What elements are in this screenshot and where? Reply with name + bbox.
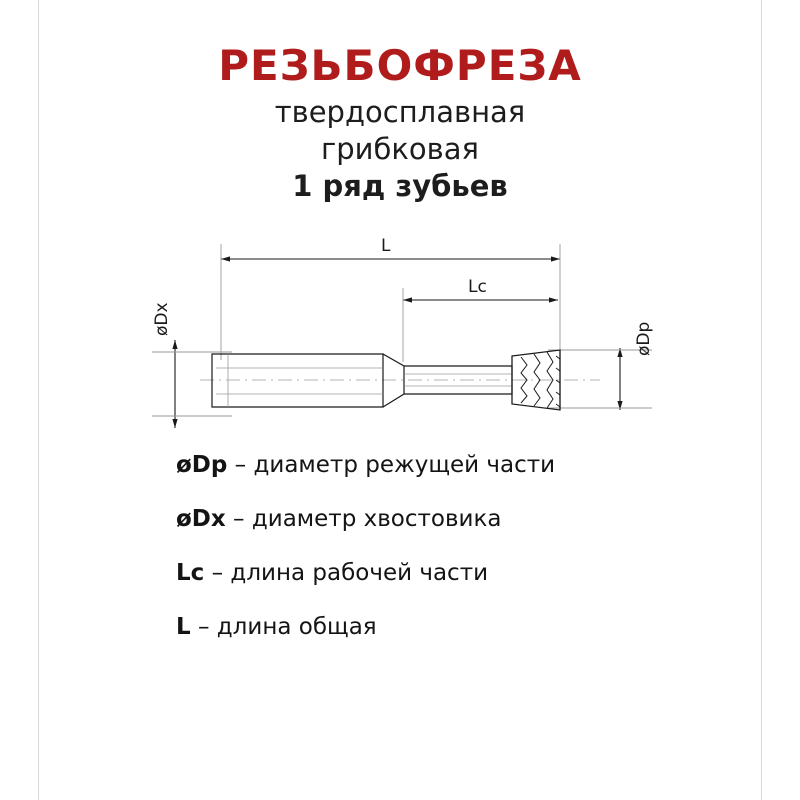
subtitle-line-2: грибковая (321, 132, 479, 167)
legend-symbol-dp: øDp (176, 452, 228, 478)
dim-label-Lc: Lc (468, 277, 487, 297)
legend-item-lc (176, 560, 736, 586)
subtitle-line-3: 1 ряд зубьев (292, 169, 508, 204)
legend-symbol-dx: øDx (176, 506, 226, 532)
legend-text-lc: – длина рабочей части (204, 560, 489, 586)
subtitle-line-1: твердосплавная (274, 95, 526, 130)
tool-neck-taper (383, 354, 404, 407)
legend-symbol-lc: Lc (176, 560, 205, 586)
title-block (0, 41, 800, 205)
legend-symbol-l: L (176, 614, 191, 640)
legend-item-l (176, 614, 736, 640)
legend (176, 452, 736, 668)
page-subtitle (0, 94, 800, 205)
dim-label-Dp: øDp (634, 321, 654, 356)
tool-drawing-svg (0, 228, 800, 448)
legend-text-dx: – диаметр хвостовика (225, 506, 502, 532)
legend-item-dx (176, 506, 736, 532)
technical-drawing (0, 228, 800, 448)
legend-item-dp (176, 452, 736, 478)
legend-text-dp: – диаметр режущей части (227, 452, 556, 478)
dim-label-L: L (381, 236, 391, 256)
page-title: РЕЗЬБОФРЕЗА (218, 41, 582, 90)
legend-text-l: – длина общая (190, 614, 377, 640)
dim-label-Dx: øDx (152, 302, 172, 336)
tool-shank (212, 354, 383, 407)
